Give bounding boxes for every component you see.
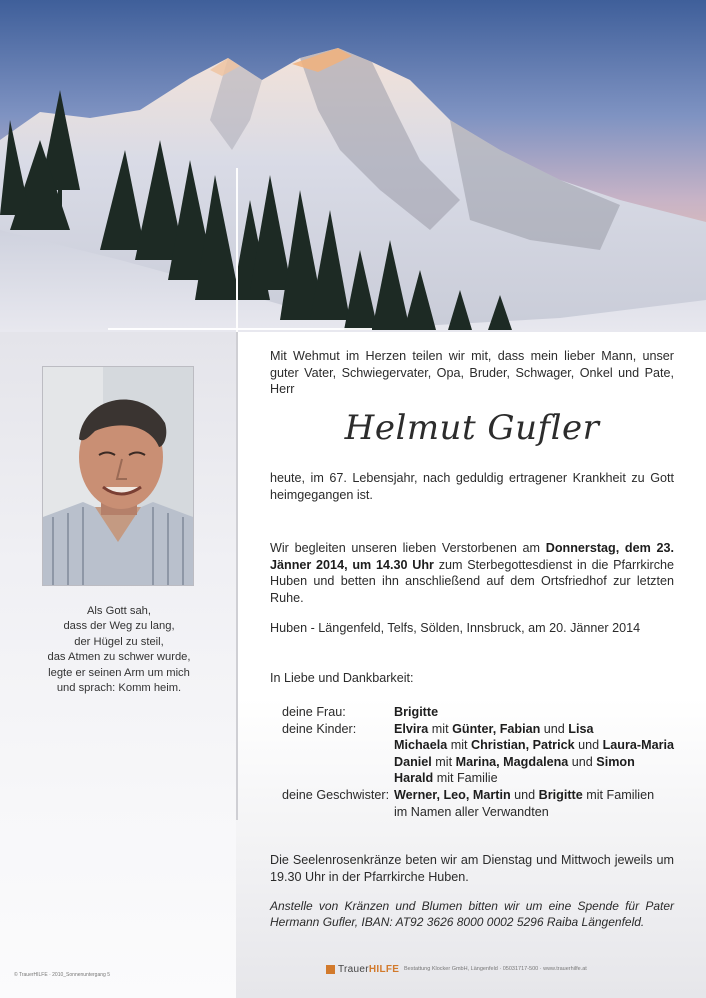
family-name: Daniel xyxy=(394,754,432,769)
family-row-child xyxy=(282,754,674,771)
family-conj: und xyxy=(574,738,603,753)
donation-text: Anstelle von Kränzen und Blumen bitten wir um eine Spende für Pater Hermann Gufler, IBAN: AT92 3626 8000 0002 5296 Raiba Längenfeld. xyxy=(270,899,674,929)
family-name: Elvira xyxy=(394,721,429,736)
family-name: Michaela xyxy=(394,738,448,753)
family-name: Lisa xyxy=(568,721,594,736)
portrait-photo xyxy=(42,366,194,586)
intro-text: Mit Wehmut im Herzen teilen wir mit, dass mein lieber Mann, unser guter Vater, Schwiegervater, Opa, Bruder, Schwager, Onkel und Pate, Herr xyxy=(270,349,674,397)
rosary-text: Die Seelenrosenkränze beten wir am Dienstag und Mittwoch jeweils um 19.30 Uhr in der Pfarrkirche Huben. xyxy=(270,853,674,884)
cross-vertical-bar-top xyxy=(236,168,238,332)
family-row-wife xyxy=(282,704,674,721)
love-text: In Liebe und Dankbarkeit: xyxy=(270,671,414,685)
cross-horizontal-bar xyxy=(108,328,372,330)
family-row-child xyxy=(282,770,674,787)
poem-line: dass der Weg zu lang, xyxy=(63,620,175,633)
age-text: heute, im 67. Lebensjahr, nach geduldig ertragener Krankheit zu Gott heimgegangen ist. xyxy=(270,471,674,502)
family-conj: mit xyxy=(447,738,471,753)
logo-text-b: HILFE xyxy=(368,964,400,975)
family-name: Simon xyxy=(596,754,635,769)
family-name: Marina, Magdalena xyxy=(455,754,569,769)
poem-line: und sprach: Komm heim. xyxy=(56,682,182,695)
poem-line: Als Gott sah, xyxy=(86,605,152,617)
places-date-text: Huben - Längenfeld, Telfs, Sölden, Innsbruck, am 20. Jänner 2014 xyxy=(270,621,641,635)
family-conj: mit Familien xyxy=(582,787,655,802)
family-name: Christian, Patrick xyxy=(471,738,575,753)
family-conj: und xyxy=(510,787,539,802)
family-name: Harald xyxy=(394,771,434,786)
burial-text-pre: Wir begleiten unseren lieben Verstorbenen am xyxy=(270,541,546,555)
family-name: Brigitte xyxy=(394,705,439,719)
family-conj: mit xyxy=(428,721,453,736)
burial-text-post: zum Sterbegottesdienst in die Pfarrkirche Huben und betten ihn anschließend auf dem Ortsfriedhof zur letzten Ruhe. xyxy=(270,557,675,605)
family-list xyxy=(282,704,674,820)
family-row-siblings xyxy=(282,787,674,804)
family-name: Werner, Leo, Martin xyxy=(394,787,511,802)
logo-square-icon xyxy=(326,965,335,974)
trauerhilfe-logo xyxy=(326,964,399,975)
burial-text xyxy=(270,540,674,606)
family-row-child xyxy=(282,737,674,754)
footer-info: Bestattung Klocker GmbH, Längenfeld · 05031717-500 · www.trauerhilfe.at xyxy=(404,966,587,972)
family-row-children xyxy=(282,721,674,738)
logo-text-a: Trauer xyxy=(338,964,369,975)
poem-line: das Atmen zu schwer wurde, xyxy=(47,651,191,664)
copyright-text: © TrauerHILFE · 2010_Sonnenuntergang 5 xyxy=(14,972,110,978)
family-row-relatives xyxy=(282,804,674,821)
family-conj: mit xyxy=(431,754,456,769)
deceased-name: Helmut Gufler xyxy=(344,408,600,448)
all-relatives-text: im Namen aller Verwandten xyxy=(394,804,549,819)
burial-date: Donnerstag, dem 23. Jänner 2014, um 14.30 Uhr xyxy=(270,541,675,572)
mountain-photo xyxy=(0,0,706,332)
family-name: Brigitte xyxy=(538,787,583,802)
poem xyxy=(28,604,210,696)
family-name: Laura-Maria xyxy=(602,738,674,753)
poem-line: legte er seinen Arm um mich xyxy=(48,666,190,679)
family-label: deine Frau: xyxy=(282,705,346,719)
family-conj: mit Familie xyxy=(433,771,498,786)
family-label: deine Kinder: xyxy=(282,721,357,736)
family-label: deine Geschwister: xyxy=(282,787,390,802)
family-conj: und xyxy=(568,754,597,769)
poem-line: der Hügel zu steil, xyxy=(74,635,164,648)
family-conj: und xyxy=(540,721,569,736)
family-name: Günter, Fabian xyxy=(452,721,541,736)
